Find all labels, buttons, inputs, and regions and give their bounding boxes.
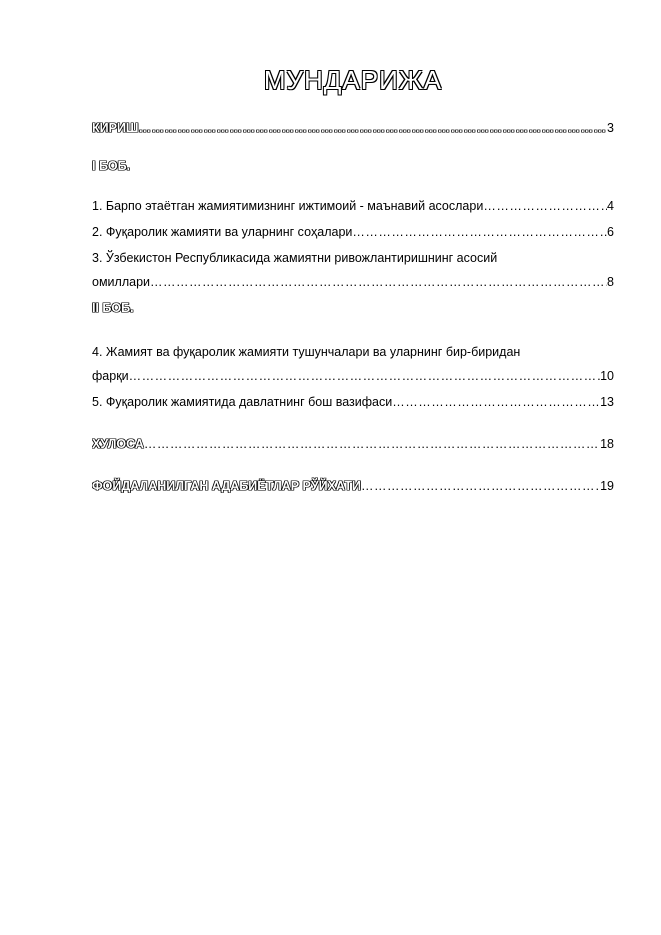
toc-item-1 <box>92 196 614 216</box>
chapter2-heading: II БОБ. <box>92 301 134 315</box>
toc-item-4-page: 10 <box>600 369 614 383</box>
toc-leader-dots <box>129 366 600 386</box>
toc-item-3-page: 8 <box>607 275 614 289</box>
toc-item-3-line1: 3. Ўзбекистон Республикасида жамиятни ривожлантиришнинг асосий <box>92 251 498 265</box>
toc-item-1-label: 1. Барпо этаётган жамиятимизнинг ижтимоий - маънавий асослари <box>92 199 484 213</box>
toc-item-4-line2 <box>92 366 614 386</box>
toc-conclusion-page: 18 <box>600 437 614 451</box>
toc-item-4-label: фарқи <box>92 369 129 383</box>
toc-leader-dots <box>144 434 600 454</box>
toc-leader-dots <box>150 272 607 292</box>
toc-conclusion <box>92 434 614 454</box>
toc-item-2 <box>92 222 614 242</box>
toc-leader-dots <box>139 118 608 138</box>
toc-item-3-label: омиллари <box>92 275 151 289</box>
toc-item-5-page: 13 <box>600 395 614 409</box>
toc-item-3-line2 <box>92 272 614 292</box>
toc-item-1-page: 4 <box>607 199 614 213</box>
toc-item-5-label: 5. Фуқаролик жамиятида давлатнинг бош вазифаси <box>92 395 393 409</box>
page-title: МУНДАРИЖА <box>263 65 443 95</box>
toc-leader-dots <box>392 392 600 412</box>
toc-intro-page: 3 <box>607 121 614 135</box>
toc-references-label: ФОЙДАЛАНИЛГАН АДАБИЁТЛАР РЎЙХАТИ <box>92 479 362 493</box>
toc-item-5 <box>92 392 614 412</box>
toc-leader-dots <box>483 196 607 216</box>
toc-intro <box>92 118 614 138</box>
toc-intro-label: КИРИШ <box>92 121 139 135</box>
chapter1-heading: I БОБ. <box>92 159 131 173</box>
toc-item-2-label: 2. Фуқаролик жамияти ва уларнинг соҳалари <box>92 225 353 239</box>
toc-references-page: 19 <box>600 479 614 493</box>
toc-leader-dots <box>352 222 607 242</box>
toc-references <box>92 476 614 496</box>
table-of-contents <box>92 64 614 496</box>
toc-item-2-page: 6 <box>607 225 614 239</box>
toc-leader-dots <box>361 476 600 496</box>
toc-conclusion-label: ХУЛОСА <box>92 437 144 451</box>
toc-item-4-line1: 4. Жамият ва фуқаролик жамияти тушунчалари ва уларнинг бир-биридан <box>92 345 521 359</box>
